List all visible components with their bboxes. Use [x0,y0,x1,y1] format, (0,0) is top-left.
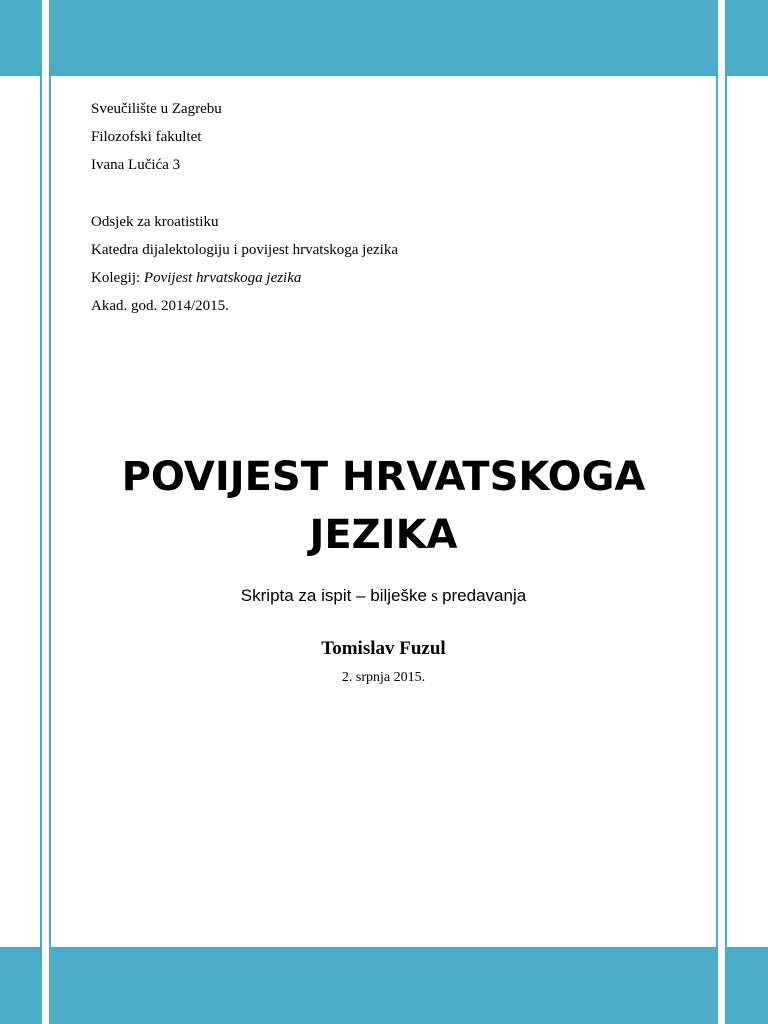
document-subtitle [51,586,716,606]
subtitle-part-1: Skripta za ispit – bilješke [240,586,427,605]
bottom-center-band [51,947,716,1024]
department-block [91,208,398,320]
frame-line-right-inner [716,0,718,1024]
title-line-2: JEZIKA [309,512,458,558]
chair-name: Katedra dijalektologiju i povijest hrvatskoga jezika [91,242,398,258]
title-line-1: POVIJEST HRVATSKOGA [121,454,646,500]
frame-line-left-outer [40,0,42,1024]
frame-line-right-outer [725,0,727,1024]
faculty-address: Ivana Lučića 3 [91,157,181,173]
course-name: Povijest hrvatskoga jezika [143,270,302,286]
document-date: 2. srpnja 2015. [341,670,426,685]
top-left-band [0,0,40,76]
faculty-name: Filozofski fakultet [91,129,202,145]
bottom-right-band [727,947,768,1024]
department-name: Odsjek za kroatistiku [91,214,219,230]
course-label: Kolegij: [91,270,144,286]
top-center-band [51,0,716,76]
subtitle-part-3: predavanja [442,586,527,605]
author-name: Tomislav Fuzul [321,638,446,659]
bottom-left-band [0,947,40,1024]
academic-year: Akad. god. 2014/2015. [91,298,229,314]
subtitle-part-2: s [426,586,443,605]
university-name: Sveučilište u Zagrebu [91,101,222,117]
document-title [51,448,716,564]
top-right-band [727,0,768,76]
institution-block [91,95,222,179]
course-line [91,264,398,292]
